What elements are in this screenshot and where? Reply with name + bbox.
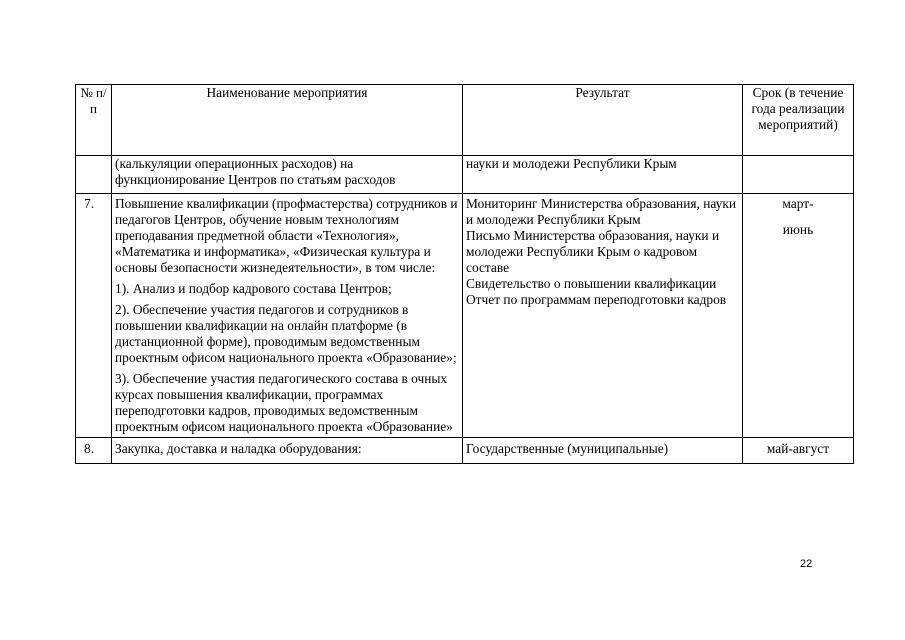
term-line: июнь — [782, 222, 814, 237]
table-row-8 — [76, 438, 854, 464]
cell-result: науки и молодежи Республики Крым — [463, 156, 743, 194]
cell-term: май-август — [743, 438, 854, 464]
table-row-7 — [76, 194, 854, 438]
cell-activity-name — [112, 194, 463, 438]
page-number: 22 — [800, 558, 813, 570]
cell-activity-name: Закупка, доставка и наладка оборудования: — [112, 438, 463, 464]
cell-result: Государственные (муниципальные) — [463, 438, 743, 464]
term-line: март- — [782, 196, 814, 211]
result-line: Свидетельство о повышении квалификации — [466, 276, 717, 291]
cell-result — [463, 194, 743, 438]
activity-paragraph: 3). Обеспечение участия педагогического состава в очных курсах повышения квалификации, программах переподготовки кадров, проводимых ведомственным проектным офисом национального проекта «Образование» — [115, 371, 453, 434]
activity-paragraph: Повышение квалификации (профмастерства) сотрудников и педагогов Центров, обучение новым технологиям преподавания предметной области «Технология», «Математика и информатика», «Физическая культура и основы безопасности жизнедеятельности», в том числе: — [115, 196, 458, 275]
activity-paragraph: 2). Обеспечение участия педагогов и сотрудников в повышении квалификации на онлайн платформе (в дистанционной форме), проводимым ведомственным проектным офисом национального проекта «Образование»; — [115, 302, 457, 365]
table-header-row — [76, 85, 854, 156]
result-line: Письмо Министерства образования, науки и молодежи Республики Крым о кадровом составе — [466, 228, 720, 275]
header-activity-name: Наименование мероприятия — [112, 85, 463, 156]
cell-number: 8. — [76, 438, 112, 464]
header-number: № п/п — [76, 85, 112, 156]
cell-activity-name: (калькуляции операционных расходов) на функционирование Центров по статьям расходов — [112, 156, 463, 194]
header-result: Результат — [463, 85, 743, 156]
result-line: Отчет по программам переподготовки кадров — [466, 292, 727, 307]
cell-term — [743, 194, 854, 438]
cell-number — [76, 156, 112, 194]
header-term: Срок (в течение года реализации мероприятий) — [743, 85, 854, 156]
activity-paragraph: 1). Анализ и подбор кадрового состава Центров; — [115, 281, 392, 296]
result-line: Мониторинг Министерства образования, науки и молодежи Республики Крым — [466, 196, 737, 227]
cell-number: 7. — [76, 194, 112, 438]
activities-table — [75, 84, 854, 464]
cell-term — [743, 156, 854, 194]
table-row-continuation — [76, 156, 854, 194]
